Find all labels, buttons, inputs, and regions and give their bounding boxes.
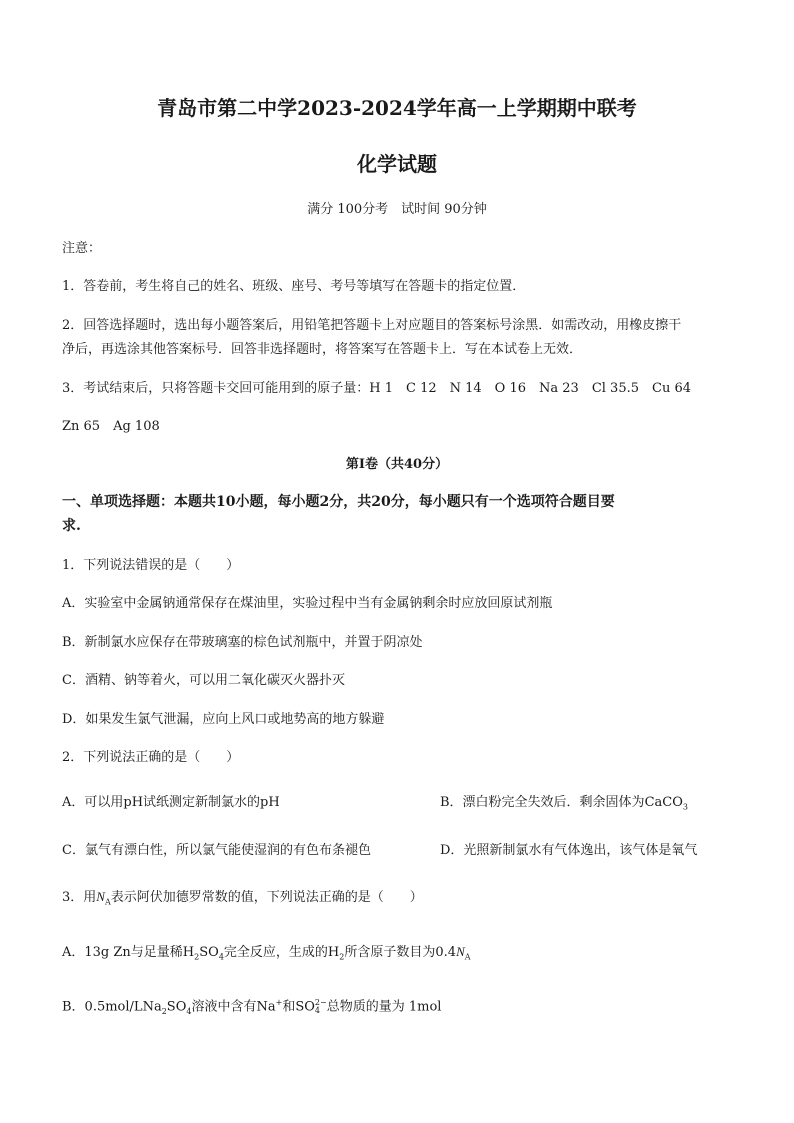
section-heading-line-2: 求.	[62, 518, 81, 534]
caco3-base: CaCO	[644, 795, 683, 810]
q3-option-b	[62, 999, 441, 1016]
exam-title: 青岛市第二中学2023-2024学年高一上学期期中联考	[157, 96, 637, 120]
note-3-line-1: 3．考试结束后，只将答题卡交回可能用到的原子量：H 1 C 12 N 14 O 16 Na 23 Cl 35.5 Cu 64	[62, 381, 691, 396]
exam-meta: 满分 100分考 试时间 90分钟	[307, 202, 487, 217]
q3a-mid: 完全反应，生成的	[223, 945, 328, 960]
q3-stem-post: 表示阿伏加德罗常数的值，下列说法正确的是（ ）	[110, 890, 423, 905]
q3b-mid: 溶液中含有	[191, 999, 257, 1015]
q1-stem: 1．下列说法错误的是（ ）	[62, 558, 240, 573]
h2-h: H	[327, 945, 340, 960]
notes-label: 注意：	[62, 241, 102, 256]
q1-option-b: B．新制氯水应保存在带玻璃塞的棕色试剂瓶中，并置于阴凉处	[62, 635, 423, 650]
q3a-pre: A．13g Zn与足量稀	[62, 945, 183, 960]
subject-title: 化学试题	[357, 152, 437, 176]
sulfate-ion-scripts	[315, 999, 327, 1015]
avogadro-symbol-sub: A	[104, 897, 111, 907]
note-2-line-1: 2．回答选择题时，选出每小题答案后，用铅笔把答题卡上对应题目的答案标号涂黑．如需改动，用橡皮擦干	[62, 318, 682, 333]
section-heading-line-1: 一、单项选择题：本题共10小题，每小题2分，共20分，每小题只有一个选项符合题目要	[62, 494, 615, 510]
q3b-post: 总物质的量为 1mol	[326, 999, 442, 1015]
na2so4-na: Na	[142, 999, 162, 1015]
q1-option-d: D．如果发生氯气泄漏，应向上风口或地势高的地方躲避	[62, 712, 385, 727]
q3a-number: 0.4	[435, 945, 457, 960]
na2so4-so: SO	[166, 999, 187, 1015]
caco3-formula	[645, 795, 688, 810]
q2-option-c: C．氯气有漂白性，所以氯气能使湿润的有色布条褪色	[62, 843, 371, 858]
note-1: 1．答卷前，考生将自己的姓名、班级、座号、考号等填写在答题卡的指定位置．	[62, 279, 526, 294]
h2so4-h: H	[182, 945, 195, 960]
q2-stem: 2．下列说法正确的是（ ）	[62, 750, 240, 765]
na2so4-so-sub: 4	[186, 1007, 192, 1017]
q2-option-b	[440, 795, 688, 811]
sulfate-ion-sub: 4	[314, 1006, 321, 1015]
q3-option-a	[62, 944, 471, 961]
q3a-mid2: 所含原子数目为	[344, 945, 436, 960]
h2-sub: 2	[339, 952, 345, 962]
q1-option-c: C．酒精、钠等着火，可以用二氧化碳灭火器扑灭	[62, 673, 345, 688]
sulfate-ion: SO	[295, 999, 315, 1015]
na-ion: Na	[256, 999, 276, 1015]
q3a-symbol: N	[456, 944, 465, 959]
q2-option-b-text: B．漂白粉完全失效后．剩余固体为	[440, 795, 645, 810]
q3b-pre: B．0.5mol/L	[62, 999, 143, 1015]
q3a-symbol-sub: A	[464, 952, 471, 962]
q3-stem	[62, 889, 423, 906]
note-2-line-2: 净后，再选涂其他答案标号．回答非选择题时，将答案写在答题卡上．写在本试卷上无效．	[62, 342, 583, 357]
q1-option-a: A．实验室中金属钠通常保存在煤油里，实验过程中当有金属钠剩余时应放回原试剂瓶	[62, 596, 553, 611]
q3b-and: 和	[282, 999, 296, 1015]
sulfate-ion-charge: 2−	[314, 998, 327, 1007]
avogadro-symbol: N	[96, 889, 105, 904]
na2so4-na-sub: 2	[161, 1007, 167, 1017]
h2so4-h-sub: 2	[194, 952, 200, 962]
q2-option-d: D．光照新制氯水有气体逸出，该气体是氧气	[440, 843, 698, 858]
part-1-title: 第Ⅰ卷（共40分）	[345, 457, 449, 472]
h2so4-so-sub: 4	[218, 952, 224, 962]
q2-option-a: A．可以用pH试纸测定新制氯水的pH	[62, 795, 280, 810]
note-3-line-2: Zn 65 Ag 108	[62, 419, 160, 434]
na-ion-charge: +	[275, 998, 283, 1008]
caco3-subscript: 3	[682, 802, 688, 812]
q3-stem-pre: 3．用	[62, 890, 97, 905]
h2so4-so: SO	[199, 945, 219, 960]
